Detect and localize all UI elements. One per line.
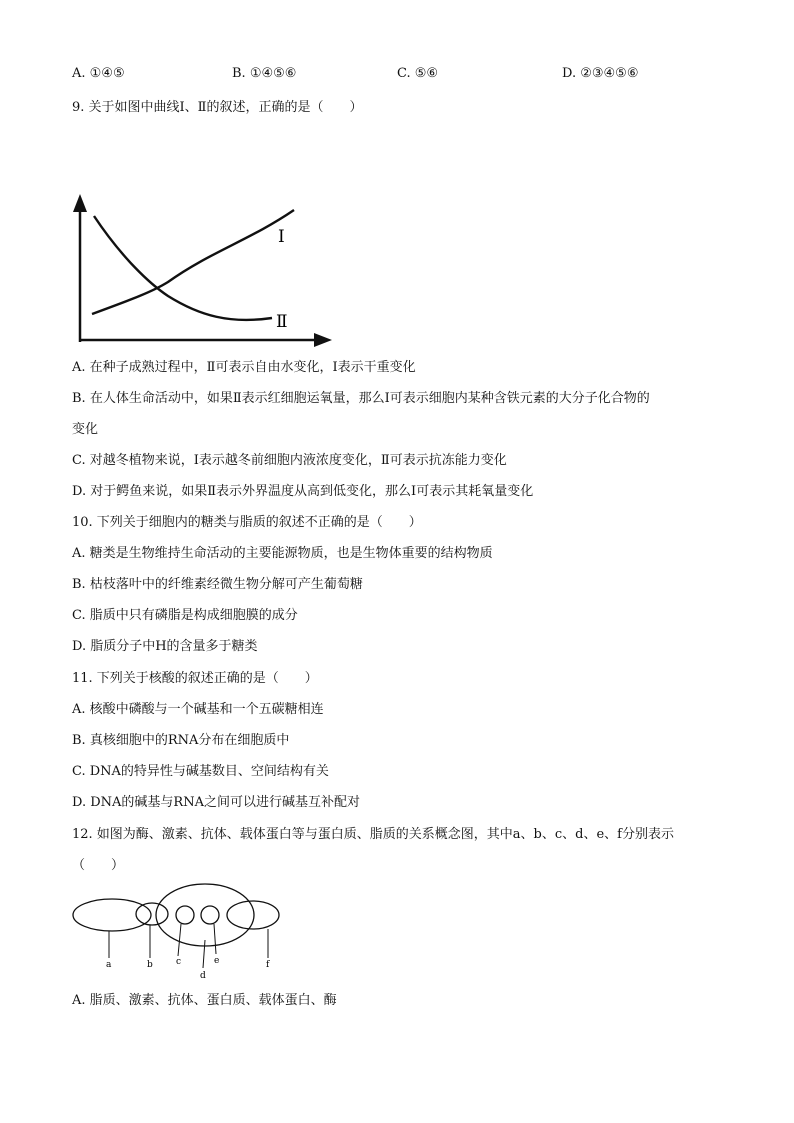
q11-option-b[interactable]: B. 真核细胞中的RNA分布在细胞质中 xyxy=(72,733,290,748)
ellipse-b xyxy=(136,903,168,925)
curve-1-label: Ⅰ xyxy=(278,227,285,247)
q11-option-c[interactable]: C. DNA的特异性与碱基数目、空间结构有关 xyxy=(72,764,329,779)
q12-paren: （ ） xyxy=(72,858,125,873)
label-a: a xyxy=(106,960,112,970)
q8-option-c[interactable]: C. ⑤⑥ xyxy=(397,66,439,81)
q9-stem: 9. 关于如图中曲线Ⅰ、Ⅱ的叙述，正确的是（ ） xyxy=(72,100,363,115)
curve-2-label: Ⅱ xyxy=(276,312,288,332)
q10-stem: 10. 下列关于细胞内的糖类与脂质的叙述不正确的是（ ） xyxy=(72,515,422,530)
y-axis-arrow xyxy=(73,194,87,212)
q12-stem: 12. 如图为酶、激素、抗体、载体蛋白等与蛋白质、脂质的关系概念图，其中a、b、c、d、e、f分别表示 xyxy=(72,827,674,842)
label-d: d xyxy=(200,971,206,980)
q9-option-a[interactable]: A. 在种子成熟过程中，Ⅱ可表示自由水变化，Ⅰ表示干重变化 xyxy=(72,360,416,375)
q9-option-b[interactable]: B. 在人体生命活动中，如果Ⅱ表示红细胞运氧量，那么Ⅰ可表示细胞内某种含铁元素的大分子化合物的 xyxy=(72,391,650,406)
q9-option-b-continued: 变化 xyxy=(72,422,99,437)
q8-option-b[interactable]: B. ①④⑤⑥ xyxy=(232,66,297,81)
circle-c xyxy=(176,906,194,924)
x-axis-arrow xyxy=(314,333,332,347)
q8-option-d[interactable]: D. ②③④⑤⑥ xyxy=(562,66,639,81)
ellipse-f xyxy=(227,901,279,929)
q8-options-row xyxy=(72,64,692,84)
q12-option-a[interactable]: A. 脂质、激素、抗体、蛋白质、载体蛋白、酶 xyxy=(72,993,337,1008)
label-e: e xyxy=(214,956,220,966)
q10-option-a[interactable]: A. 糖类是生物维持生命活动的主要能源物质，也是生物体重要的结构物质 xyxy=(72,546,493,561)
q10-option-c[interactable]: C. 脂质中只有磷脂是构成细胞膜的成分 xyxy=(72,608,298,623)
label-f: f xyxy=(266,960,270,970)
label-b: b xyxy=(147,960,153,970)
circle-e xyxy=(201,906,219,924)
q11-option-d[interactable]: D. DNA的碱基与RNA之间可以进行碱基互补配对 xyxy=(72,795,360,810)
ellipse-a xyxy=(73,899,151,931)
q11-stem: 11. 下列关于核酸的叙述正确的是（ ） xyxy=(72,671,318,686)
q9-option-d[interactable]: D. 对于鳄鱼来说，如果Ⅱ表示外界温度从高到低变化，那么Ⅰ可表示其耗氧量变化 xyxy=(72,484,534,499)
q9-option-c[interactable]: C. 对越冬植物来说，Ⅰ表示越冬前细胞内液浓度变化，Ⅱ可表示抗冻能力变化 xyxy=(72,453,507,468)
q11-option-a[interactable]: A. 核酸中磷酸与一个碱基和一个五碳糖相连 xyxy=(72,702,324,717)
q10-option-b[interactable]: B. 枯枝落叶中的纤维素经微生物分解可产生葡萄糖 xyxy=(72,577,363,592)
curve-1 xyxy=(92,210,294,314)
q10-option-d[interactable]: D. 脂质分子中H的含量多于糖类 xyxy=(72,639,258,654)
q12-concept-diagram xyxy=(68,880,288,980)
ellipse-d xyxy=(156,884,254,946)
q9-curve-graph xyxy=(60,190,350,350)
label-c: c xyxy=(176,957,182,967)
q8-option-a[interactable]: A. ①④⑤ xyxy=(72,66,125,81)
